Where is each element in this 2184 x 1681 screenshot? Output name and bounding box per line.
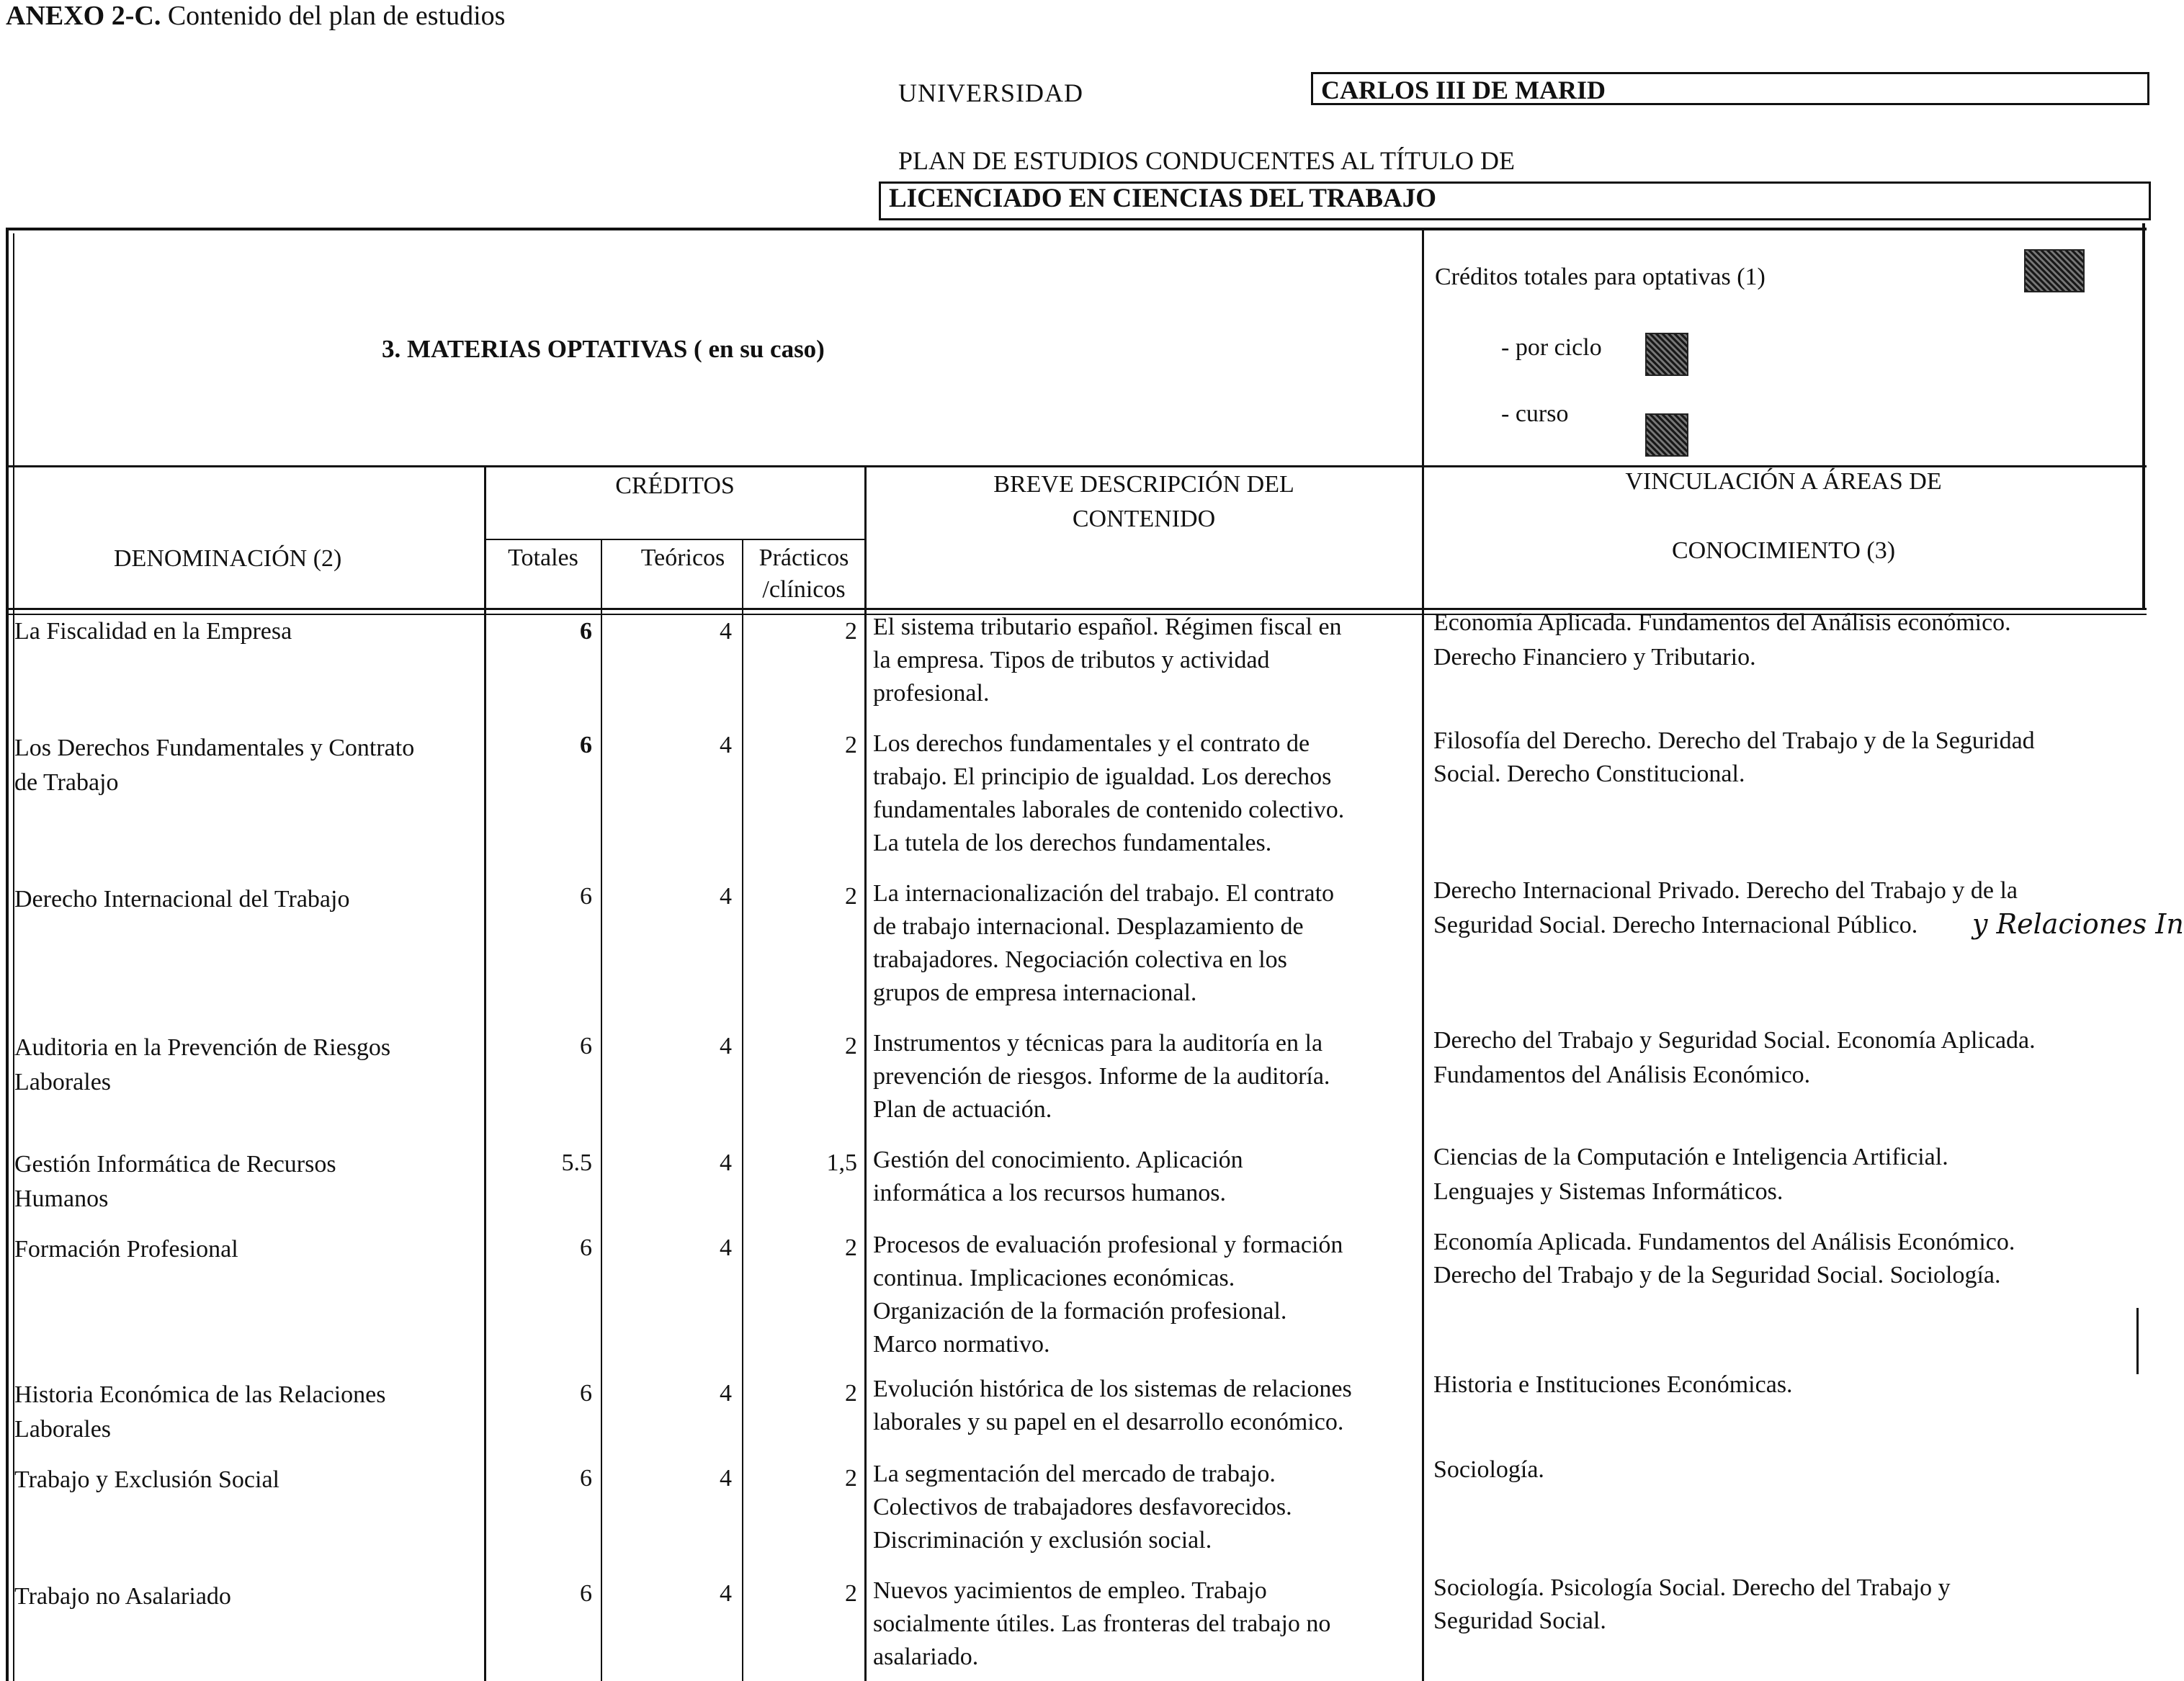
row-name-line: de Trabajo: [14, 769, 119, 796]
row-area-line: Sociología. Psicología Social. Derecho del Trabajo y: [1433, 1574, 1951, 1601]
row-teoricos: 4: [720, 1380, 732, 1407]
header-teoricos: Teóricos: [640, 544, 725, 571]
row-area-line: Lenguajes y Sistemas Informáticos.: [1433, 1178, 1784, 1205]
row-desc-line: La tutela de los derechos fundamentales.: [873, 830, 1272, 856]
row-area-line: Economía Aplicada. Fundamentos del Análisis Económico.: [1433, 1229, 2015, 1255]
plan-label: PLAN DE ESTUDIOS CONDUCENTES AL TÍTULO DE: [898, 146, 1515, 175]
annex-title-bold: ANEXO 2-C.: [6, 1, 161, 31]
row-name-line: Humanos: [14, 1185, 109, 1212]
row-desc-line: socialmente útiles. Las fronteras del trabajo no: [873, 1610, 1331, 1637]
row-desc-line: fundamentales laborales de contenido colectivo.: [873, 797, 1345, 823]
row-teoricos: 4: [720, 1580, 732, 1607]
header-vinculacion-line1: VINCULACIÓN A ÁREAS DE: [1625, 468, 1942, 495]
row-name-line: Formación Profesional: [14, 1236, 238, 1263]
header-denominacion: DENOMINACIÓN (2): [114, 545, 342, 572]
row-name-line: Historia Económica de las Relaciones: [14, 1381, 386, 1408]
row-practicos: 1,5: [826, 1149, 857, 1176]
row-area-line: Filosofía del Derecho. Derecho del Trabajo y de la Seguridad: [1433, 727, 2035, 754]
row-desc-line: profesional.: [873, 680, 990, 707]
row-teoricos: 4: [720, 883, 732, 910]
row-practicos: 2: [845, 1380, 857, 1407]
row-area-line: Derecho Internacional Privado. Derecho del Trabajo y de la: [1433, 877, 2018, 904]
divider-teoricos: [742, 539, 743, 1681]
row-practicos: 2: [845, 1033, 857, 1059]
row-desc-line: Nuevos yacimientos de empleo. Trabajo: [873, 1577, 1267, 1604]
row-desc-line: Instrumentos y técnicas para la auditoría en la: [873, 1030, 1323, 1057]
row-name-line: Trabajo y Exclusión Social: [14, 1466, 279, 1493]
row-name-line: Auditoria en la Prevención de Riesgos: [14, 1034, 391, 1061]
row-area-line: Derecho Financiero y Tributario.: [1433, 644, 1756, 671]
row-name-line: Trabajo no Asalariado: [14, 1583, 231, 1610]
per-course-label: - curso: [1501, 400, 1569, 427]
row-area-line: Sociología.: [1433, 1456, 1544, 1483]
header-descripcion-line2: CONTENIDO: [1072, 506, 1216, 532]
row-desc-line: Los derechos fundamentales y el contrato de: [873, 730, 1310, 757]
qr-code-icon: [1645, 333, 1688, 376]
header-vinculacion-line2: CONOCIMIENTO (3): [1671, 537, 1896, 564]
university-label: UNIVERSIDAD: [898, 79, 1083, 107]
row-desc-line: Discriminación y exclusión social.: [873, 1527, 1212, 1554]
row-practicos: 2: [845, 1234, 857, 1261]
row-teoricos: 4: [720, 732, 732, 758]
divider-areas: [1422, 228, 1424, 1681]
row-totales: 6: [580, 1234, 592, 1261]
row-desc-line: prevención de riesgos. Informe de la auditoría.: [873, 1063, 1330, 1090]
row-practicos: 2: [845, 1580, 857, 1607]
row-desc-line: la empresa. Tipos de tributos y actividad: [873, 647, 1270, 673]
header-totales: Totales: [508, 544, 578, 571]
row-totales: 6: [580, 883, 592, 910]
row-desc-line: asalariado.: [873, 1644, 979, 1670]
row-name-line: Derecho Internacional del Trabajo: [14, 886, 350, 913]
annex-title-rest: Contenido del plan de estudios: [161, 1, 506, 31]
row-desc-line: Organización de la formación profesional.: [873, 1298, 1287, 1324]
row-area-line: Historia e Instituciones Económicas.: [1433, 1371, 1793, 1398]
row-area-line: Ciencias de la Computación e Inteligencia Artificial.: [1433, 1144, 1948, 1170]
row-area-line: Derecho del Trabajo y de la Seguridad Social. Sociología.: [1433, 1262, 2001, 1288]
row-practicos: 2: [845, 618, 857, 645]
section-title: 3. MATERIAS OPTATIVAS ( en su caso): [382, 335, 825, 363]
divider-desc: [864, 465, 867, 1681]
header-clinicos: /clínicos: [762, 576, 846, 603]
university-value: CARLOS III DE MARID: [1321, 76, 1606, 104]
table-border-right-lower: [2136, 1308, 2139, 1374]
degree-title: LICENCIADO EN CIENCIAS DEL TRABAJO: [889, 184, 1437, 213]
row-totales: 6: [580, 1465, 592, 1492]
handwritten-annotation: y Relaciones In: [1972, 908, 2184, 940]
row-desc-line: continua. Implicaciones económicas.: [873, 1265, 1235, 1291]
row-practicos: 2: [845, 1465, 857, 1492]
row-desc-line: de trabajo internacional. Desplazamiento de: [873, 913, 1304, 940]
qr-code-icon: [1645, 413, 1688, 457]
row-desc-line: Marco normativo.: [873, 1331, 1050, 1358]
credits-total-label: Créditos totales para optativas (1): [1435, 264, 1765, 290]
row-name-line: Los Derechos Fundamentales y Contrato: [14, 735, 415, 761]
row-name-line: Laborales: [14, 1069, 112, 1095]
row-totales: 6: [580, 1033, 592, 1059]
row-teoricos: 4: [720, 1033, 732, 1059]
row-desc-line: Procesos de evaluación profesional y formación: [873, 1232, 1343, 1258]
row-practicos: 2: [845, 732, 857, 758]
divider-totales: [601, 539, 602, 1681]
row-teoricos: 4: [720, 618, 732, 645]
header-practicos: Prácticos: [758, 544, 849, 571]
header-creditos: CRÉDITOS: [615, 472, 735, 499]
row-desc-line: La internacionalización del trabajo. El contrato: [873, 880, 1335, 907]
row-teoricos: 4: [720, 1149, 732, 1176]
row-desc-line: El sistema tributario español. Régimen fiscal en: [873, 614, 1342, 640]
row-totales: 6: [580, 618, 592, 645]
row-desc-line: Colectivos de trabajadores desfavorecidos.: [873, 1494, 1292, 1520]
row-totales: 6: [580, 1380, 592, 1407]
table-border-left: [6, 228, 9, 1681]
row-desc-line: Evolución histórica de los sistemas de relaciones: [873, 1376, 1352, 1402]
row-desc-line: Plan de actuación.: [873, 1096, 1052, 1123]
row-name-line: La Fiscalidad en la Empresa: [14, 618, 292, 645]
table-border-top: [6, 228, 2147, 230]
row-teoricos: 4: [720, 1234, 732, 1261]
row-area-line: Economía Aplicada. Fundamentos del Análisis económico.: [1433, 609, 2011, 636]
row-desc-line: La segmentación del mercado de trabajo.: [873, 1461, 1276, 1487]
row-area-line: Derecho del Trabajo y Seguridad Social. Economía Aplicada.: [1433, 1027, 2036, 1054]
row-totales: 5.5: [561, 1149, 592, 1176]
credits-subheader-divider: [484, 539, 866, 540]
row-totales: 6: [580, 732, 592, 758]
qr-code-icon: [2024, 249, 2085, 292]
row-desc-line: trabajadores. Negociación colectiva en los: [873, 946, 1287, 973]
row-name-line: Laborales: [14, 1416, 112, 1443]
per-cycle-label: - por ciclo: [1501, 334, 1602, 361]
row-desc-line: informática a los recursos humanos.: [873, 1180, 1227, 1206]
header-descripcion-line1: BREVE DESCRIPCIÓN DEL: [993, 471, 1294, 498]
row-area-line: Seguridad Social. Derecho Internacional Público.: [1433, 912, 1918, 938]
row-desc-line: grupos de empresa internacional.: [873, 980, 1197, 1006]
row-teoricos: 4: [720, 1465, 732, 1492]
row-area-line: Fundamentos del Análisis Económico.: [1433, 1062, 1811, 1088]
row-name-line: Gestión Informática de Recursos: [14, 1151, 336, 1178]
row-area-line: Social. Derecho Constitucional.: [1433, 761, 1745, 787]
row-desc-line: Gestión del conocimiento. Aplicación: [873, 1147, 1243, 1173]
row-desc-line: trabajo. El principio de igualdad. Los derechos: [873, 763, 1332, 790]
row-area-line: Seguridad Social.: [1433, 1608, 1606, 1634]
row-desc-line: laborales y su papel en el desarrollo económico.: [873, 1409, 1344, 1435]
row-practicos: 2: [845, 883, 857, 910]
row-totales: 6: [580, 1580, 592, 1607]
annex-title: [6, 0, 505, 32]
